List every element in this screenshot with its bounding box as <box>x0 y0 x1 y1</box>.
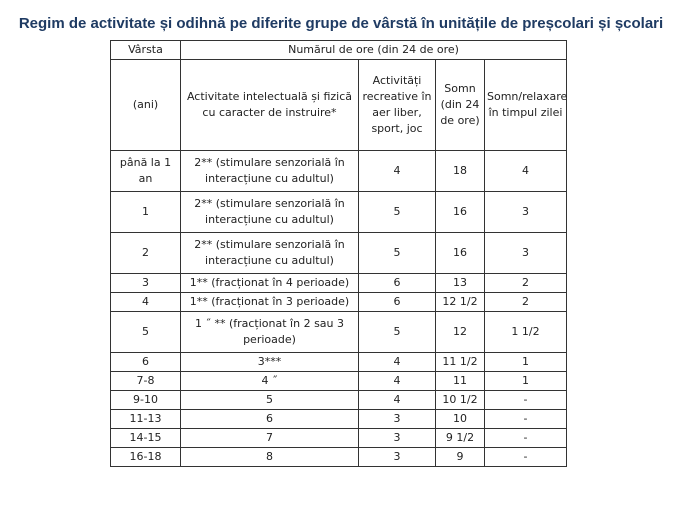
table-row <box>111 448 567 467</box>
cell-intellectual: 7 <box>181 429 359 448</box>
cell-daytime-rest: - <box>485 391 567 410</box>
cell-recreational: 3 <box>359 410 436 429</box>
cell-age: 5 <box>111 312 181 353</box>
cell-age: 3 <box>111 274 181 293</box>
cell-recreational: 5 <box>359 312 436 353</box>
header-age-unit: (ani) <box>111 60 181 151</box>
header-daytime-rest: Somn/relaxare în timpul zilei <box>485 60 567 151</box>
header-sleep: Somn (din 24 de ore) <box>436 60 485 151</box>
cell-sleep: 11 1/2 <box>436 353 485 372</box>
page-title: Regim de activitate și odihnă pe diferite grupe de vârstă în unitățile de preșcolari și școlari <box>18 15 664 32</box>
cell-intellectual: 1** (fracționat în 3 perioade) <box>181 293 359 312</box>
cell-intellectual: 1** (fracționat în 4 perioade) <box>181 274 359 293</box>
header-age: Vârsta <box>111 41 181 60</box>
cell-recreational: 4 <box>359 391 436 410</box>
cell-recreational: 3 <box>359 429 436 448</box>
cell-sleep: 16 <box>436 233 485 274</box>
cell-age: 9-10 <box>111 391 181 410</box>
cell-intellectual: 5 <box>181 391 359 410</box>
cell-age: 11-13 <box>111 410 181 429</box>
cell-recreational: 3 <box>359 448 436 467</box>
cell-recreational: 6 <box>359 293 436 312</box>
cell-intellectual: 6 <box>181 410 359 429</box>
cell-daytime-rest: - <box>485 410 567 429</box>
cell-daytime-rest: 1 <box>485 372 567 391</box>
cell-recreational: 5 <box>359 192 436 233</box>
cell-age: 16-18 <box>111 448 181 467</box>
table-row <box>111 192 567 233</box>
table-row <box>111 353 567 372</box>
cell-age: până la 1 an <box>111 151 181 192</box>
cell-age: 7-8 <box>111 372 181 391</box>
header-intellectual-activity: Activitate intelectuală și fizică cu caracter de instruire* <box>181 60 359 151</box>
table-row <box>111 410 567 429</box>
cell-intellectual: 1 ˝ ** (fracționat în 2 sau 3 perioade) <box>181 312 359 353</box>
cell-recreational: 5 <box>359 233 436 274</box>
cell-age: 2 <box>111 233 181 274</box>
cell-intellectual: 4 ˝ <box>181 372 359 391</box>
cell-intellectual: 3*** <box>181 353 359 372</box>
table-row <box>111 151 567 192</box>
cell-daytime-rest: 1 <box>485 353 567 372</box>
table-row <box>111 372 567 391</box>
header-row-top <box>111 41 567 60</box>
table-row <box>111 293 567 312</box>
table-row <box>111 233 567 274</box>
cell-age: 1 <box>111 192 181 233</box>
cell-age: 6 <box>111 353 181 372</box>
cell-sleep: 10 1/2 <box>436 391 485 410</box>
cell-age: 4 <box>111 293 181 312</box>
table-row <box>111 391 567 410</box>
table-row <box>111 429 567 448</box>
header-hours: Numărul de ore (din 24 de ore) <box>181 41 567 60</box>
cell-intellectual: 2** (stimulare senzorială în interacțiune cu adultul) <box>181 233 359 274</box>
header-recreational-activity: Activități recreative în aer liber, sport, joc <box>359 60 436 151</box>
cell-sleep: 10 <box>436 410 485 429</box>
schedule-table <box>110 40 567 467</box>
cell-sleep: 9 <box>436 448 485 467</box>
cell-intellectual: 8 <box>181 448 359 467</box>
cell-daytime-rest: 2 <box>485 293 567 312</box>
cell-recreational: 4 <box>359 353 436 372</box>
cell-recreational: 4 <box>359 372 436 391</box>
cell-daytime-rest: 4 <box>485 151 567 192</box>
cell-daytime-rest: 1 1/2 <box>485 312 567 353</box>
cell-daytime-rest: 3 <box>485 192 567 233</box>
cell-sleep: 13 <box>436 274 485 293</box>
cell-sleep: 9 1/2 <box>436 429 485 448</box>
cell-age: 14-15 <box>111 429 181 448</box>
cell-recreational: 6 <box>359 274 436 293</box>
cell-sleep: 16 <box>436 192 485 233</box>
cell-intellectual: 2** (stimulare senzorială în interacțiune cu adultul) <box>181 192 359 233</box>
cell-recreational: 4 <box>359 151 436 192</box>
cell-daytime-rest: 2 <box>485 274 567 293</box>
header-row-columns <box>111 60 567 151</box>
cell-sleep: 12 <box>436 312 485 353</box>
cell-sleep: 18 <box>436 151 485 192</box>
cell-daytime-rest: - <box>485 429 567 448</box>
table-row <box>111 274 567 293</box>
table-row <box>111 312 567 353</box>
cell-daytime-rest: 3 <box>485 233 567 274</box>
cell-sleep: 11 <box>436 372 485 391</box>
cell-daytime-rest: - <box>485 448 567 467</box>
cell-intellectual: 2** (stimulare senzorială în interacțiune cu adultul) <box>181 151 359 192</box>
cell-sleep: 12 1/2 <box>436 293 485 312</box>
